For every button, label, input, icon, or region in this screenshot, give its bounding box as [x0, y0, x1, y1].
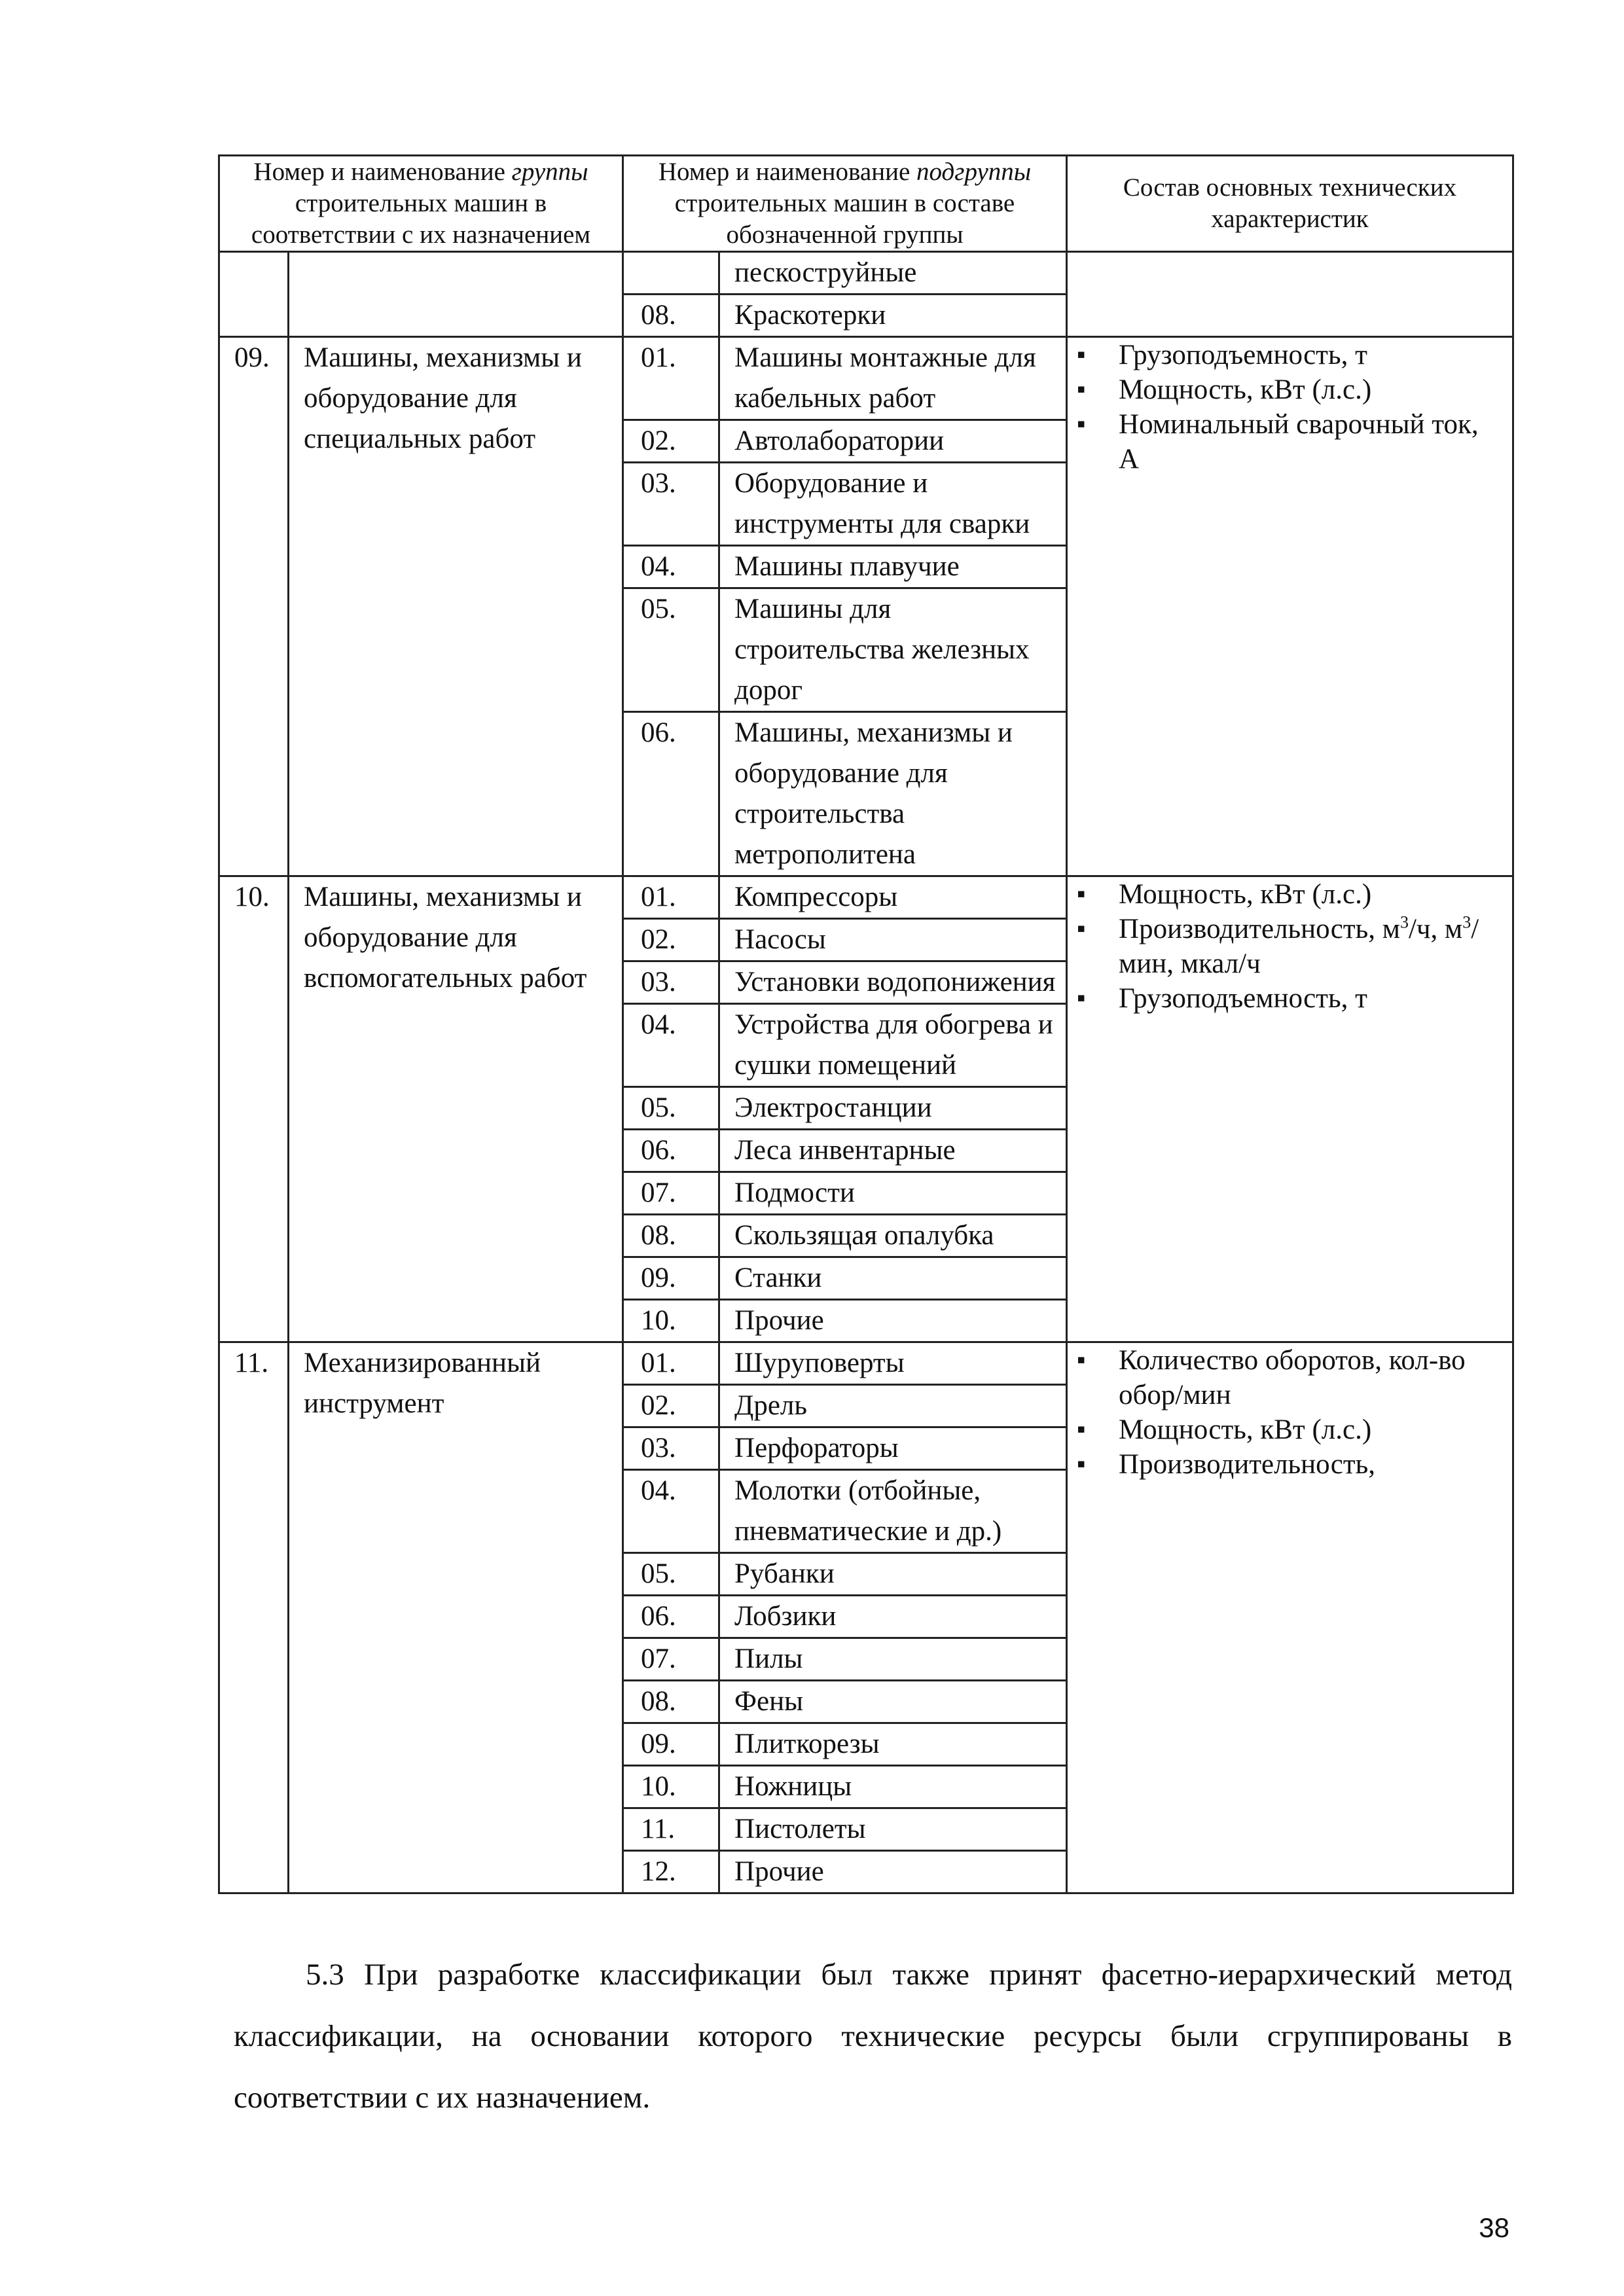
subgroup-name-cell: Оборудование и инструменты для сварки: [719, 463, 1067, 546]
specs-cell: [1067, 337, 1513, 876]
subgroup-name-cell: Леса инвентарные: [719, 1130, 1067, 1172]
specs-cell: [1067, 1342, 1513, 1893]
subgroup-number-cell: 01.: [623, 1342, 719, 1385]
spec-item: ▪ Грузоподъемность, т: [1077, 981, 1500, 1016]
subgroup-name-cell: Перфораторы: [719, 1427, 1067, 1470]
subgroup-number-cell: 11.: [623, 1808, 719, 1851]
subgroup-name-cell: Машины монтажные для кабельных работ: [719, 337, 1067, 420]
subgroup-name-cell: Автолаборатории: [719, 420, 1067, 463]
group-name-cell: Машины, механизмы и оборудование для специальных работ: [289, 337, 623, 876]
subgroup-number-cell: 03.: [623, 1427, 719, 1470]
subgroup-number-cell: [623, 252, 719, 295]
subgroup-name-cell: Пилы: [719, 1638, 1067, 1681]
group-number-cell: 10.: [219, 876, 289, 1342]
subgroup-name-cell: Машины, механизмы и оборудование для строительства метрополитена: [719, 712, 1067, 876]
subgroup-number-cell: 07.: [623, 1638, 719, 1681]
subgroup-name-cell: Молотки (отбойные, пневматические и др.): [719, 1470, 1067, 1553]
subgroup-number-cell: 05.: [623, 1553, 719, 1596]
unit-exponent: 3: [1462, 912, 1471, 932]
spec-item: ▪ Мощность, кВт (л.с.): [1077, 372, 1500, 407]
specs-list: [1068, 877, 1512, 1016]
spec-text-part: /мин, мкал/ч: [1119, 914, 1479, 979]
spec-item: ▪ Количество оборотов, кол-во обор/мин: [1077, 1343, 1500, 1412]
subgroup-name-cell: Скользящая опалубка: [719, 1215, 1067, 1257]
spec-item: [1077, 912, 1500, 981]
paragraph-line: соответствии с их назначением.: [234, 2081, 651, 2115]
subgroup-name-cell: Пистолеты: [719, 1808, 1067, 1851]
specs-cell: [1067, 252, 1513, 337]
subgroup-number-cell: 03.: [623, 463, 719, 546]
table-row: [219, 1342, 1513, 1385]
group-name-cell: Машины, механизмы и оборудование для вспомогательных работ: [289, 876, 623, 1342]
group-number-cell: [219, 252, 289, 337]
subgroup-name-cell: Электростанции: [719, 1087, 1067, 1130]
subgroup-number-cell: 06.: [623, 1596, 719, 1638]
subgroup-name-cell: Станки: [719, 1257, 1067, 1300]
subgroup-name-cell: Шуруповерты: [719, 1342, 1067, 1385]
spec-item: ▪ Номинальный сварочный ток, А: [1077, 407, 1500, 476]
subgroup-name-cell: Машины для строительства железных дорог: [719, 588, 1067, 712]
header-subgroup: Номер и наименование подгруппы строительных машин в составе обозначенной группы: [623, 156, 1067, 252]
header-group: Номер и наименование группы строительных машин в соответствии с их назначением: [219, 156, 623, 252]
spec-text-part: /ч, м: [1408, 914, 1463, 944]
subgroup-name-cell: пескоструйные: [719, 252, 1067, 295]
classification-table-area: [218, 154, 1512, 1894]
table-header-row: [219, 156, 1513, 252]
subgroup-number-cell: 09.: [623, 1257, 719, 1300]
subgroup-number-cell: 04.: [623, 546, 719, 588]
subgroup-number-cell: 12.: [623, 1851, 719, 1893]
table-row: [219, 876, 1513, 919]
subgroup-number-cell: 01.: [623, 876, 719, 919]
subgroup-name-cell: Установки водопонижения: [719, 961, 1067, 1004]
subgroup-name-cell: Краскотерки: [719, 295, 1067, 337]
subgroup-number-cell: 06.: [623, 712, 719, 876]
group-number-cell: 09.: [219, 337, 289, 876]
subgroup-number-cell: 02.: [623, 1385, 719, 1427]
specs-list: [1068, 1343, 1512, 1482]
subgroup-number-cell: 10.: [623, 1300, 719, 1342]
spec-item: ▪ Мощность, кВт (л.с.): [1077, 1412, 1500, 1447]
spec-item: ▪ Производительность,: [1077, 1447, 1500, 1482]
spec-text-part: Производительность, м: [1119, 914, 1400, 944]
subgroup-number-cell: 09.: [623, 1723, 719, 1766]
subgroup-name-cell: Дрель: [719, 1385, 1067, 1427]
subgroup-name-cell: Ножницы: [719, 1766, 1067, 1808]
header-specs: Состав основных технических характеристик: [1067, 156, 1513, 252]
subgroup-name-cell: Подмости: [719, 1172, 1067, 1215]
subgroup-name-cell: Фены: [719, 1681, 1067, 1723]
paragraph-line: 5.3 При разработке классификации был также принят фасетно-иерархический метод: [306, 1958, 1512, 1992]
subgroup-number-cell: 03.: [623, 961, 719, 1004]
paragraph-line: классификации, на основании которого технические ресурсы были сгруппированы в: [234, 2019, 1512, 2053]
subgroup-number-cell: 01.: [623, 337, 719, 420]
group-name-cell: [289, 252, 623, 337]
specs-cell: [1067, 876, 1513, 1342]
table-row: [219, 337, 1513, 420]
group-number-cell: 11.: [219, 1342, 289, 1893]
specs-list: [1068, 338, 1512, 476]
unit-exponent: 3: [1399, 912, 1409, 932]
group-name-cell: Механизированный инструмент: [289, 1342, 623, 1893]
subgroup-name-cell: Машины плавучие: [719, 546, 1067, 588]
subgroup-number-cell: 05.: [623, 588, 719, 712]
subgroup-name-cell: Насосы: [719, 919, 1067, 961]
subgroup-number-cell: 10.: [623, 1766, 719, 1808]
subgroup-number-cell: 04.: [623, 1470, 719, 1553]
subgroup-number-cell: 08.: [623, 1215, 719, 1257]
subgroup-name-cell: Рубанки: [719, 1553, 1067, 1596]
spec-item: ▪ Мощность, кВт (л.с.): [1077, 877, 1500, 912]
subgroup-name-cell: Плиткорезы: [719, 1723, 1067, 1766]
subgroup-name-cell: Прочие: [719, 1851, 1067, 1893]
subgroup-number-cell: 08.: [623, 1681, 719, 1723]
subgroup-name-cell: Лобзики: [719, 1596, 1067, 1638]
page-number: 38: [1479, 2212, 1509, 2243]
subgroup-name-cell: Прочие: [719, 1300, 1067, 1342]
subgroup-number-cell: 06.: [623, 1130, 719, 1172]
subgroup-number-cell: 05.: [623, 1087, 719, 1130]
subgroup-name-cell: Компрессоры: [719, 876, 1067, 919]
spec-item: ▪ Грузоподъемность, т: [1077, 338, 1500, 372]
subgroup-number-cell: 02.: [623, 420, 719, 463]
subgroup-number-cell: 04.: [623, 1004, 719, 1087]
subgroup-number-cell: 08.: [623, 295, 719, 337]
subgroup-number-cell: 07.: [623, 1172, 719, 1215]
subgroup-name-cell: Устройства для обогрева и сушки помещений: [719, 1004, 1067, 1087]
subgroup-number-cell: 02.: [623, 919, 719, 961]
table-row: [219, 252, 1513, 295]
classification-table: [218, 154, 1514, 1894]
